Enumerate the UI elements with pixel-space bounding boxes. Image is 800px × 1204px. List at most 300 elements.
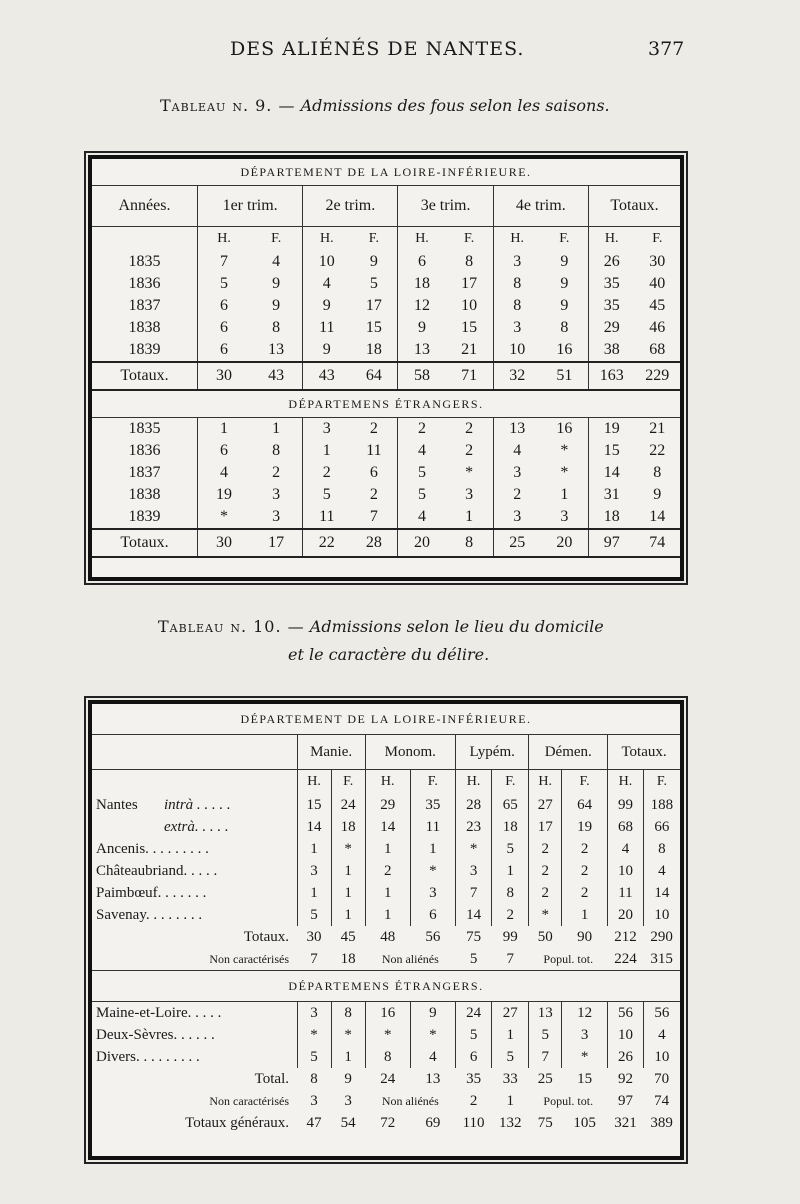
row-label-text: Maine-et-Loire. . . . . — [96, 1004, 222, 1021]
table-cell: 3 — [410, 882, 455, 904]
table-cell: 27 — [492, 1002, 529, 1025]
row-label — [92, 838, 297, 860]
table-cell: 18 — [492, 816, 529, 838]
table-cell: 2 — [513, 486, 522, 503]
total-cell: 105 — [573, 1114, 596, 1131]
table-cell: 1 — [250, 418, 303, 441]
hf-f: F. — [331, 770, 365, 795]
total-cell: 30 — [198, 362, 251, 390]
total-cell: 71 — [446, 362, 494, 390]
table9-frame — [88, 155, 684, 581]
table-cell: 1 — [297, 882, 331, 904]
total-cell: 32 — [493, 362, 541, 390]
extra-cell: 315 — [650, 950, 673, 967]
table-cell: 2 — [350, 484, 398, 506]
total-cell: 50 — [537, 928, 553, 945]
table-cell: 5 — [492, 1046, 529, 1068]
hf-f: F. — [250, 227, 303, 252]
table-cell: 4 — [410, 1046, 455, 1068]
table-cell: * — [455, 838, 491, 860]
table-cell: 10 — [643, 904, 680, 926]
table-cell: 10 — [608, 1024, 644, 1046]
total-cell: 35 — [466, 1070, 482, 1087]
table-cell: 27 — [529, 794, 562, 816]
table-cell: 2 — [562, 838, 608, 860]
table-cell: 2 — [562, 882, 608, 904]
running-title: DES ALIÉNÉS DE NANTES. — [230, 38, 525, 60]
table10-frame — [88, 700, 684, 1160]
total-cell: 15 — [577, 1070, 593, 1087]
table-cell: 13 — [414, 341, 430, 358]
table-cell: 16 — [365, 1002, 410, 1025]
table-cell: 11 — [410, 816, 455, 838]
total-cell: 163 — [588, 362, 634, 390]
extra-cell: 18 — [340, 950, 356, 967]
row-label-text: Divers. . . . . . . . . — [96, 1048, 200, 1065]
table-cell: 5 — [350, 273, 398, 295]
table-cell: 5 — [529, 1024, 562, 1046]
row-year: 1835 — [92, 418, 198, 441]
table10-caption-prefix: Tableau n. 10. — — [158, 617, 305, 636]
table-cell: 23 — [455, 816, 491, 838]
table-cell: 9 — [250, 295, 303, 317]
table-cell: 12 — [562, 1002, 608, 1025]
table9-section2-total — [92, 529, 680, 557]
row-label-text: Paimbœuf. . . . . . . — [96, 884, 207, 901]
total-cell: 290 — [650, 928, 673, 945]
table-cell: 5 — [322, 486, 331, 503]
col-q2: 2e trim. — [303, 186, 398, 227]
table-cell: 18 — [414, 275, 430, 292]
total-cell: 30 — [306, 928, 322, 945]
row-label — [92, 1002, 297, 1025]
table-cell: 1 — [220, 420, 229, 437]
extra-label: Non aliénés — [381, 951, 439, 966]
table-cell: 66 — [643, 816, 680, 838]
table-cell: 14 — [365, 816, 410, 838]
col-years: Années. — [92, 186, 198, 227]
table-cell: 3 — [455, 860, 491, 882]
table-cell: 8 — [250, 317, 303, 339]
table-cell: 2 — [365, 860, 410, 882]
row-label — [92, 860, 297, 882]
total-cell: 25 — [537, 1070, 553, 1087]
table-cell: 3 — [513, 508, 522, 525]
table-cell: * — [297, 1024, 331, 1046]
total-cell: 90 — [577, 928, 593, 945]
table-cell: 1 — [446, 506, 494, 529]
table-cell: 12 — [414, 297, 430, 314]
table-row — [92, 317, 680, 339]
table-cell: 1 — [492, 1024, 529, 1046]
table-cell: 9 — [350, 251, 398, 273]
total-cell: 74 — [635, 529, 680, 557]
table-cell: 1 — [541, 484, 589, 506]
table-cell: 7 — [220, 253, 229, 270]
table-cell: 13 — [250, 339, 303, 362]
row-label-text: Châteaubriand. . . . . — [96, 862, 218, 879]
table-cell: 10 — [608, 860, 644, 882]
table-cell: 9 — [541, 251, 589, 273]
table-cell: 30 — [649, 253, 666, 270]
row-label — [92, 1024, 297, 1046]
table-row — [92, 882, 680, 904]
table-cell: 6 — [220, 442, 229, 459]
table-cell: 3 — [513, 253, 522, 270]
table-cell: 3 — [250, 484, 303, 506]
table-cell: 6 — [455, 1046, 491, 1068]
row-year: 1837 — [92, 295, 198, 317]
table-cell: 2 — [562, 860, 608, 882]
row-label — [92, 1046, 297, 1068]
table-cell: 26 — [608, 1046, 644, 1068]
row-sublabel: intrà . . . . . — [164, 796, 231, 813]
table9-section1-title: DÉPARTEMENT DE LA LOIRE-INFÉRIEURE. — [92, 159, 680, 186]
table-cell: 18 — [331, 816, 365, 838]
table10-section1-totals — [92, 926, 680, 948]
table-cell: 4 — [418, 508, 426, 525]
table-row — [92, 816, 680, 838]
table-cell: 3 — [513, 464, 522, 481]
row-label — [92, 882, 297, 904]
table10-section2-extra — [92, 1090, 680, 1112]
table-cell: 6 — [418, 253, 426, 270]
table-cell: 9 — [418, 319, 426, 336]
table-cell: 4 — [250, 251, 303, 273]
extra-cell: 97 — [617, 1092, 633, 1109]
extra-cell: 224 — [614, 950, 637, 967]
table-cell: 14 — [643, 882, 680, 904]
extra-label: Popul. tot. — [543, 951, 594, 966]
total-cell: 8 — [310, 1070, 318, 1087]
table-cell: 68 — [608, 816, 644, 838]
total-cell: 25 — [493, 529, 541, 557]
table-cell: 11 — [319, 319, 335, 336]
row-label-text: Ancenis. . . . . . . . . — [96, 840, 209, 857]
running-header — [0, 38, 800, 68]
total-cell: 110 — [462, 1114, 485, 1131]
table-cell: 2 — [446, 440, 494, 462]
table-cell: 38 — [603, 341, 620, 358]
hf-h: H. — [510, 231, 525, 246]
table-cell: 13 — [509, 420, 526, 437]
hf-f: F. — [410, 770, 455, 795]
row-year: 1838 — [92, 317, 198, 339]
total-cell: 20 — [541, 529, 589, 557]
table-cell: 29 — [365, 794, 410, 816]
total-cell: 321 — [614, 1114, 637, 1131]
table-cell: * — [541, 440, 589, 462]
table10-hf-row — [92, 770, 680, 795]
table10-section2-title: DÉPARTEMENS ÉTRANGERS. — [92, 971, 680, 1002]
extra-cell: 5 — [469, 950, 478, 967]
table-row — [92, 904, 680, 926]
table-cell: 3 — [541, 506, 589, 529]
table-cell: * — [331, 1024, 365, 1046]
extra-cell: 2 — [469, 1092, 478, 1109]
table-row — [92, 506, 680, 529]
row-year: 1839 — [92, 339, 198, 362]
table9-caption-prefix: Tableau n. 9. — — [160, 96, 296, 115]
table-cell: * — [410, 860, 455, 882]
table-cell: * — [562, 1046, 608, 1068]
hf-h: H. — [365, 770, 410, 795]
table-cell: 2 — [446, 418, 494, 441]
col-q3: 3e trim. — [398, 186, 493, 227]
table-cell: 40 — [649, 275, 666, 292]
table-cell: 65 — [492, 794, 529, 816]
table-cell: * — [220, 508, 229, 525]
col-q1: 1er trim. — [198, 186, 303, 227]
hf-h: H. — [604, 231, 619, 246]
total-cell: 24 — [380, 1070, 396, 1087]
total-cell: 43 — [303, 362, 351, 390]
table-cell: 56 — [643, 1002, 680, 1025]
total-cell: 92 — [617, 1070, 633, 1087]
table-cell: 21 — [446, 339, 494, 362]
table-cell: * — [365, 1024, 410, 1046]
table-cell: 3 — [446, 484, 494, 506]
table-cell: 64 — [562, 794, 608, 816]
total-cell: 51 — [541, 362, 589, 390]
table-cell: 9 — [322, 297, 331, 314]
table-cell: 18 — [350, 339, 398, 362]
table-cell: 8 — [365, 1046, 410, 1068]
table-cell: 5 — [492, 838, 529, 860]
row-year: 1837 — [92, 462, 198, 484]
total-cell: 64 — [350, 362, 398, 390]
table-cell: 31 — [603, 486, 620, 503]
table-cell: 3 — [297, 1002, 331, 1025]
table-cell: 5 — [455, 1024, 491, 1046]
extra-cell: 74 — [654, 1092, 670, 1109]
table-cell: 8 — [331, 1002, 365, 1025]
table-row — [92, 838, 680, 860]
total-cell: 54 — [340, 1114, 356, 1131]
table-cell: 1 — [331, 1046, 365, 1068]
table-cell: 9 — [653, 486, 662, 503]
table-cell: 19 — [562, 816, 608, 838]
total-cell: 229 — [635, 362, 680, 390]
table-cell: 4 — [643, 1024, 680, 1046]
total-cell: 9 — [344, 1070, 352, 1087]
hf-h: H. — [415, 231, 429, 246]
table-cell: 14 — [455, 904, 491, 926]
table-row — [92, 860, 680, 882]
table-cell: 15 — [350, 317, 398, 339]
hf-f: F. — [652, 231, 663, 246]
col-spacer — [92, 735, 297, 770]
table-cell: 16 — [541, 339, 589, 362]
total-cell: 75 — [466, 928, 482, 945]
col-totals: Totaux. — [588, 186, 680, 227]
table-cell: 21 — [649, 420, 666, 437]
total-cell: 97 — [588, 529, 634, 557]
table-row — [92, 418, 680, 441]
extra-label: Non aliénés — [381, 1093, 439, 1108]
col-3: Démen. — [529, 735, 608, 770]
table-cell: 3 — [297, 860, 331, 882]
extra-cell: 3 — [344, 1092, 352, 1109]
table-cell: 8 — [446, 251, 494, 273]
table-row — [92, 462, 680, 484]
table9 — [92, 159, 680, 558]
table-cell: 9 — [322, 341, 331, 358]
table-cell: 10 — [509, 341, 526, 358]
table-cell: 15 — [603, 442, 620, 459]
table-cell: 18 — [603, 508, 620, 525]
table-cell: 22 — [649, 442, 666, 459]
table10-caption — [158, 617, 604, 636]
table9-hf-row — [92, 227, 680, 252]
table-cell: 16 — [541, 418, 589, 441]
table-row — [92, 1024, 680, 1046]
table-cell: 35 — [603, 275, 620, 292]
total-label: Total. — [254, 1070, 289, 1087]
hf-spacer — [92, 227, 198, 252]
table-row — [92, 484, 680, 506]
table-cell: 8 — [653, 464, 662, 481]
total-cell: 75 — [537, 1114, 553, 1131]
table-cell: 1 — [365, 904, 410, 926]
table-cell: 10 — [318, 253, 335, 270]
row-sublabel: extrà. . . . . — [164, 818, 229, 835]
table-cell: 11 — [608, 882, 644, 904]
table10-section1-title: DÉPARTEMENT DE LA LOIRE-INFÉRIEURE. — [92, 704, 680, 735]
table-cell: * — [446, 462, 494, 484]
row-year: 1836 — [92, 440, 198, 462]
table-cell: 15 — [297, 794, 331, 816]
table-cell: 17 — [529, 816, 562, 838]
total-cell: 45 — [340, 928, 356, 945]
hf-h: H. — [455, 770, 491, 795]
table-cell: 6 — [220, 319, 229, 336]
table-cell: 3 — [250, 506, 303, 529]
total-label: Totaux. — [92, 529, 198, 557]
table-cell: 1 — [297, 838, 331, 860]
table9-section1-body — [92, 251, 680, 362]
hf-h: H. — [319, 231, 334, 246]
hf-f: F. — [446, 227, 494, 252]
table-cell: 5 — [297, 904, 331, 926]
col-0: Manie. — [297, 735, 365, 770]
table-cell: 20 — [608, 904, 644, 926]
table-cell: 2 — [529, 860, 562, 882]
table-cell: 8 — [513, 275, 522, 292]
table-cell: 24 — [455, 1002, 491, 1025]
extra-cell: 7 — [506, 950, 515, 967]
total-cell: 33 — [502, 1070, 518, 1087]
total-cell: 28 — [350, 529, 398, 557]
hf-spacer — [92, 770, 297, 795]
extra-cell: 3 — [310, 1092, 318, 1109]
total-cell: 70 — [654, 1070, 670, 1087]
table-cell: 3 — [322, 420, 331, 437]
extra-label: Non caractérisés — [209, 1093, 289, 1108]
table-cell: 56 — [608, 1002, 644, 1025]
table-cell: 5 — [418, 486, 426, 503]
table-cell: 19 — [603, 420, 620, 437]
table-cell: * — [331, 838, 365, 860]
table-row — [92, 440, 680, 462]
table-cell: 9 — [250, 273, 303, 295]
row-label-text: Savenay. . . . . . . . — [96, 906, 203, 923]
total-label: Totaux généraux. — [185, 1114, 289, 1131]
table-row — [92, 295, 680, 317]
table-cell: 1 — [322, 442, 331, 459]
row-year: 1839 — [92, 506, 198, 529]
total-label: Totaux. — [243, 928, 289, 945]
table-cell: 10 — [446, 295, 494, 317]
total-cell: 72 — [380, 1114, 396, 1131]
table-cell: 3 — [513, 319, 522, 336]
table-cell: 2 — [492, 904, 529, 926]
extra-cell: 7 — [310, 950, 318, 967]
total-label: Totaux. — [92, 362, 198, 390]
table10-caption-title-2: et le caractère du délire. — [288, 645, 490, 664]
row-label — [92, 816, 297, 838]
total-cell: 56 — [425, 928, 441, 945]
table-cell: 17 — [446, 273, 494, 295]
table-cell: 9 — [410, 1002, 455, 1025]
table-cell: 2 — [322, 464, 331, 481]
table-cell: 2 — [250, 462, 303, 484]
table-cell: * — [529, 904, 562, 926]
table-cell: 1 — [562, 904, 608, 926]
table-row — [92, 1046, 680, 1068]
table-cell: 46 — [649, 319, 666, 336]
table10-caption-title-1: Admissions selon le lieu du domicile — [309, 617, 604, 636]
table-cell: 24 — [331, 794, 365, 816]
table-cell: 7 — [529, 1046, 562, 1068]
table-cell: 8 — [492, 882, 529, 904]
hf-f: F. — [562, 770, 608, 795]
table-cell: 5 — [297, 1046, 331, 1068]
table-cell: * — [541, 462, 589, 484]
table-cell: 13 — [529, 1002, 562, 1025]
total-cell: 389 — [650, 1114, 673, 1131]
total-cell: 17 — [250, 529, 303, 557]
table-cell: 8 — [643, 838, 680, 860]
table9-caption — [160, 96, 610, 115]
table-cell: 2 — [418, 420, 426, 437]
table10 — [92, 704, 680, 1134]
table10-col-header — [92, 735, 680, 770]
table-cell: 17 — [350, 295, 398, 317]
table-cell: 1 — [410, 838, 455, 860]
total-cell: 43 — [250, 362, 303, 390]
table-cell: 9 — [541, 295, 589, 317]
total-cell: 99 — [502, 928, 518, 945]
table-cell: 4 — [220, 464, 229, 481]
table-row — [92, 251, 680, 273]
table-cell: 15 — [446, 317, 494, 339]
table9-section2-title: DÉPARTEMENS ÉTRANGERS. — [92, 390, 680, 418]
table-cell: 4 — [322, 275, 331, 292]
table-cell: 6 — [410, 904, 455, 926]
table-cell: 9 — [541, 273, 589, 295]
table10-caption-line2 — [288, 645, 489, 664]
total-cell: 13 — [425, 1070, 441, 1087]
col-1: Monom. — [365, 735, 455, 770]
table-cell: 1 — [365, 882, 410, 904]
table-cell: 14 — [649, 508, 666, 525]
table-cell: 11 — [350, 440, 398, 462]
table-cell: 2 — [529, 838, 562, 860]
table-row — [92, 273, 680, 295]
table10-section2-body — [92, 1002, 680, 1069]
extra-label: Non caractérisés — [209, 951, 289, 966]
